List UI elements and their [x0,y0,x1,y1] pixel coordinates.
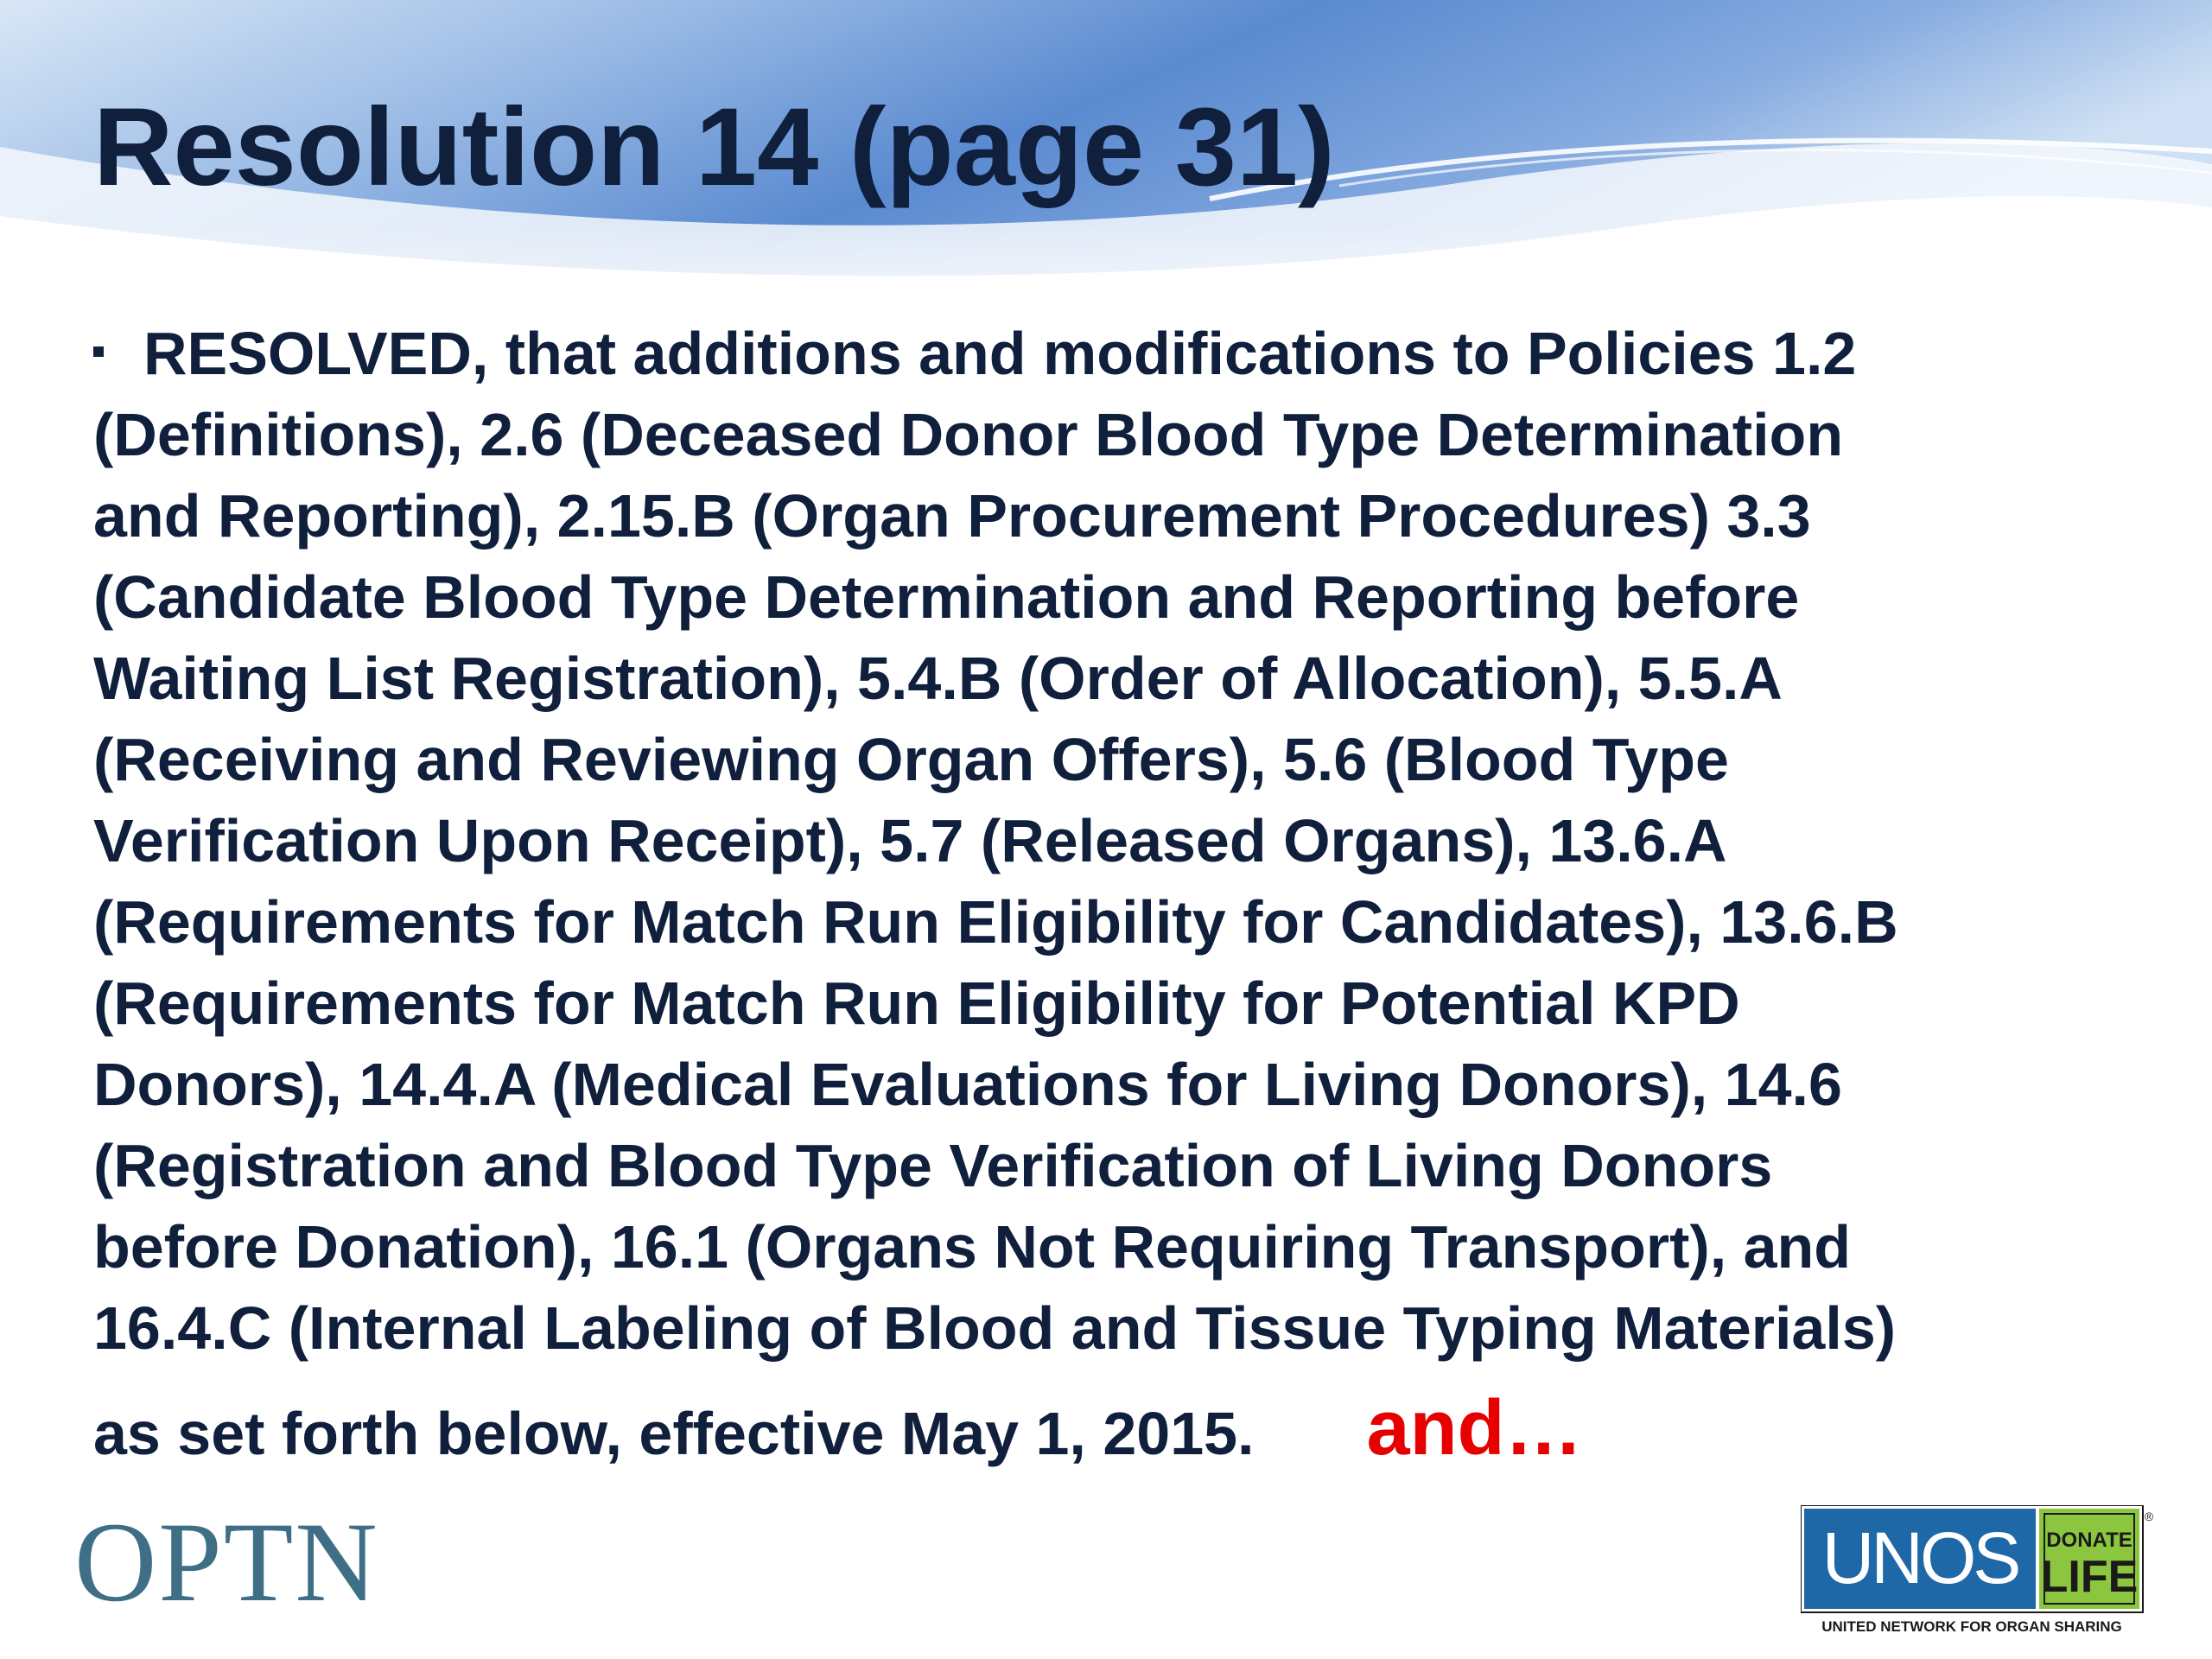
body-line: Waiting List Registration), 5.4.B (Order of Allocation), 5.5.A [93,645,1783,712]
body-line: (Requirements for Match Run Eligibility for Potential KPD [93,969,1740,1037]
body-line: and Reporting), 2.15.B (Organ Procurement Procedures) 3.3 [93,482,1811,550]
unos-tagline: UNITED NETWORK FOR ORGAN SHARING [1821,1618,2122,1635]
body-line [93,313,2167,394]
slide-title: Resolution 14 (page 31) [93,86,1335,209]
body-line: (Definitions), 2.6 (Deceased Donor Blood Type Determination [93,401,1844,468]
continuation-text: and… [1366,1385,1583,1471]
effective-date-text: as set forth below, effective May 1, 2015. [93,1400,1255,1467]
body-line-text: RESOLVED, that additions and modifications to Policies 1.2 [143,320,1857,387]
donate-label: DONATE [2046,1529,2133,1552]
body-line: (Candidate Blood Type Determination and Reporting before [93,563,1800,631]
unos-donate-life-logo [1801,1505,2155,1635]
resolution-text [93,313,2167,1474]
registered-mark: ® [2144,1510,2154,1523]
body-line: 16.4.C (Internal Labeling of Blood and Tissue Typing Materials) [93,1294,1897,1362]
unos-wordmark: UNOS [1821,1517,2018,1599]
life-label: LIFE [2040,1552,2139,1602]
body-line: (Registration and Blood Type Verification of Living Donors [93,1132,1773,1199]
bullet-icon [93,346,104,357]
body-line: Donors), 14.4.A (Medical Evaluations for Living Donors), 14.6 [93,1051,1842,1118]
body-line: (Receiving and Reviewing Organ Offers), 5.6 (Blood Type [93,726,1729,793]
body-line: Verification Upon Receipt), 5.7 (Released Organs), 13.6.A [93,807,1727,874]
body-line: before Donation), 16.1 (Organs Not Requiring Transport), and [93,1213,1852,1281]
body-last-line [93,1385,2167,1474]
optn-logo: OPTN [74,1498,379,1625]
body-line: (Requirements for Match Run Eligibility for Candidates), 13.6.B [93,888,1898,956]
